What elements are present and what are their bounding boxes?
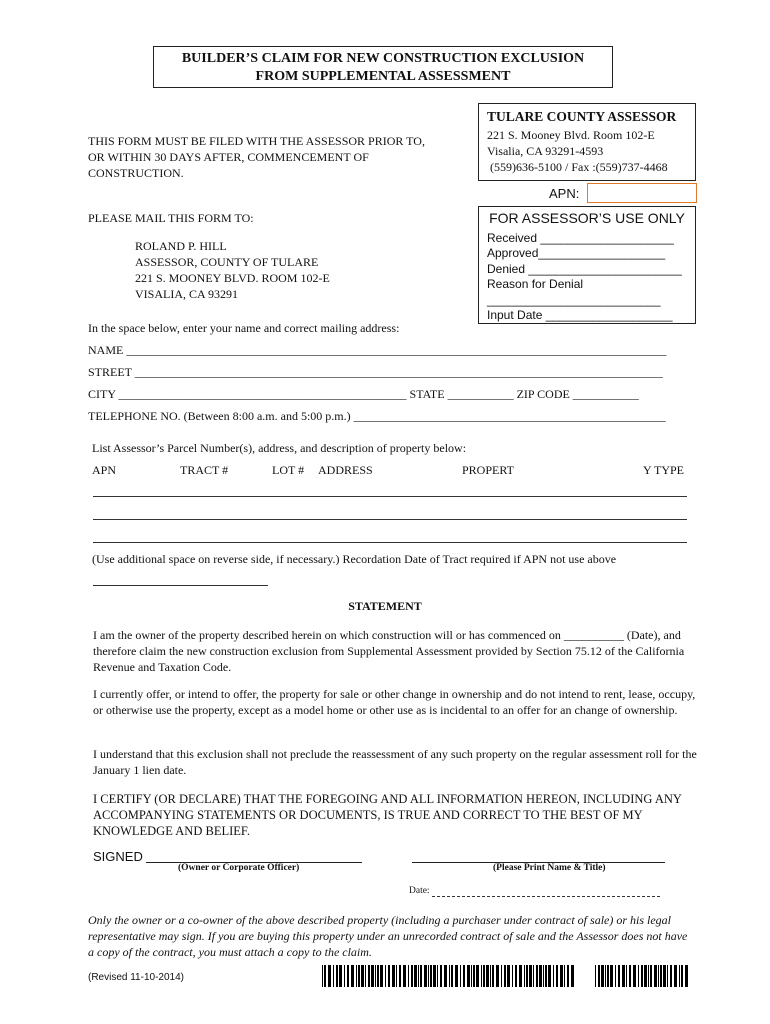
barcode-bar: [681, 965, 683, 987]
barcode-bar: [444, 965, 447, 987]
address-column-header: ADDRESS: [318, 463, 373, 477]
barcode-bar: [403, 965, 406, 987]
mail-address-line: VISALIA, CA 93291: [135, 287, 239, 301]
barcode-bar: [679, 965, 680, 987]
barcode-bar: [492, 965, 494, 987]
barcode-bar: [437, 965, 438, 987]
barcode-bar: [622, 965, 625, 987]
barcode-bar: [626, 965, 627, 987]
assessor-contact-box: [478, 103, 696, 181]
barcode-bar: [601, 965, 604, 987]
barcode-bar: [392, 965, 395, 987]
apn-column-header: APN: [92, 463, 117, 477]
date-line[interactable]: [432, 896, 660, 897]
barcode-bar: [638, 965, 639, 987]
additional-space-note: (Use additional space on reverse side, if necessary.) Recordation Date of Tract required if APN not use above: [92, 552, 617, 566]
barcode-bar: [501, 965, 502, 987]
barcode-bar: [553, 965, 554, 987]
barcode-bar: [449, 965, 450, 987]
barcode-bar: [351, 965, 354, 987]
mail-address-line: 221 S. MOONEY BLVD. ROOM 102-E: [135, 271, 330, 285]
barcode-bar: [533, 965, 534, 987]
barcode-icon: [595, 965, 690, 987]
barcode-bar: [564, 965, 565, 987]
barcode-bar: [365, 965, 366, 987]
barcode-bar: [460, 965, 461, 987]
apn-label: APN:: [549, 186, 580, 201]
barcode-bar: [380, 965, 383, 987]
barcode-bar: [328, 965, 331, 987]
apn-input[interactable]: [587, 183, 697, 203]
barcode-bar: [529, 965, 532, 987]
barcode-bar: [543, 965, 544, 987]
barcode-bar: [483, 965, 485, 987]
barcode-bar: [571, 965, 574, 987]
barcode-bar: [658, 965, 659, 987]
reason-for-denial-blank: __________________________: [487, 292, 661, 307]
barcode-bar: [685, 965, 688, 987]
barcode-bar: [467, 965, 470, 987]
barcode-bar: [539, 965, 542, 987]
barcode-bar: [633, 965, 636, 987]
form-title-box: [153, 46, 613, 88]
input-date-field: Input Date ___________________: [487, 308, 673, 322]
barcode-bar: [476, 965, 479, 987]
filing-deadline-notice: THIS FORM MUST BE FILED WITH THE ASSESSOR PRIOR TO, OR WITHIN 30 DAYS AFTER, COMMENCEMENT OF CONSTRUCTION.: [88, 134, 425, 180]
barcode-bar: [377, 965, 379, 987]
barcode-bar: [473, 965, 475, 987]
barcode-bar: [598, 965, 600, 987]
barcode-bar: [385, 965, 386, 987]
statement-paragraph-offer: I currently offer, or intend to offer, the property for sale or other change in ownership and do not intend to rent, lease, occupy, or otherwise use the property, except as a model home or other use as is incidental to an offer for an change of ownership.: [93, 687, 696, 717]
barcode-bar: [375, 965, 376, 987]
barcode-bar: [629, 965, 631, 987]
barcode-bar: [411, 965, 413, 987]
barcode-bar: [414, 965, 417, 987]
barcode-bar: [451, 965, 453, 987]
barcode-bar: [654, 965, 657, 987]
certification-statement: I CERTIFY (OR DECLARE) THAT THE FOREGOING AND ALL INFORMATION HEREON, INCLUDING ANY ACCOMPANYING STATEMENTS OR DOCUMENTS, IS TRUE AND CORRECT TO THE BEST OF MY KNOWLEDGE AND BELIEF.: [93, 792, 682, 838]
barcode-bar: [371, 965, 374, 987]
print-name-caption: (Please Print Name & Title): [493, 863, 606, 873]
barcode-bar: [607, 965, 609, 987]
barcode-bar: [595, 965, 596, 987]
street-field[interactable]: STREET ________________________________________________________________________________________: [88, 365, 663, 379]
barcode-bar: [545, 965, 547, 987]
parcel-list-label: List Assessor’s Parcel Number(s), address, and description of property below:: [92, 441, 467, 455]
denied-field: Denied _______________________: [487, 261, 682, 276]
barcode-bar: [396, 965, 397, 987]
received-field: Received ____________________: [487, 230, 674, 245]
barcode-bar: [567, 965, 569, 987]
barcode-bar: [322, 965, 323, 987]
barcode-bar: [610, 965, 613, 987]
date-label: Date:: [409, 886, 430, 896]
barcode-bar: [333, 965, 334, 987]
barcode-bar: [486, 965, 489, 987]
barcode-icon: [322, 965, 580, 987]
form-title-line1: BUILDER’S CLAIM FOR NEW CONSTRUCTION EXCLUSION: [181, 51, 585, 66]
statement-heading: STATEMENT: [348, 599, 422, 613]
barcode-bar: [650, 965, 652, 987]
barcode-bar: [471, 965, 472, 987]
barcode-bar: [526, 965, 528, 987]
statement-paragraph-reassessment: I understand that this exclusion shall not preclude the reassessment of any such property on the regular assessment roll for the January 1 lien date.: [93, 747, 697, 777]
barcode-bar: [356, 965, 357, 987]
assessor-name: TULARE COUNTY ASSESSOR: [487, 109, 677, 124]
barcode-bar: [428, 965, 429, 987]
revision-date: (Revised 11-10-2014): [88, 972, 184, 983]
barcode-bar: [507, 965, 510, 987]
barcode-bar: [556, 965, 558, 987]
barcode-bar: [481, 965, 482, 987]
telephone-field[interactable]: TELEPHONE NO. (Between 8:00 a.m. and 5:00 p.m.) ____________________________________________________: [88, 409, 666, 423]
property-column-header: PROPERT: [462, 463, 514, 477]
barcode-bar: [648, 965, 649, 987]
signed-label: SIGNED: [93, 849, 143, 864]
barcode-bar: [463, 965, 465, 987]
barcode-bar: [660, 965, 662, 987]
approved-field: Approved___________________: [487, 246, 666, 260]
mail-address-block: [135, 238, 330, 302]
property-type-column-header: Y TYPE: [643, 463, 685, 477]
name-field[interactable]: NAME __________________________________________________________________________________________: [88, 343, 667, 357]
barcode-bar: [496, 965, 499, 987]
barcode-bar: [670, 965, 672, 987]
barcode-bar: [519, 965, 522, 987]
barcode-bar: [361, 965, 364, 987]
mail-address-line: ROLAND P. HILL: [135, 239, 227, 253]
barcode-bar: [420, 965, 422, 987]
barcode-bar: [368, 965, 370, 987]
assessor-use-only-box: [478, 206, 696, 324]
mail-address-line: ASSESSOR, COUNTY OF TULARE: [135, 255, 319, 269]
barcode-bar: [324, 965, 326, 987]
statement-paragraph-owner: I am the owner of the property described herein on which construction will or has commenced on __________ (Date), and therefore claim the new construction exclusion from Supplemental Assessment provided by Section 75.12 of the California Revenue and Taxation Code.: [93, 628, 685, 674]
barcode-bar: [433, 965, 436, 987]
barcode-bar: [504, 965, 506, 987]
barcode-bar: [515, 965, 517, 987]
assessor-phone: (559)636-5100 / Fax :(559)737-4468: [487, 160, 668, 174]
barcode-bar: [344, 965, 345, 987]
assessor-city: Visalia, CA 93291-4593: [487, 144, 604, 158]
mail-form-label: PLEASE MAIL THIS FORM TO:: [88, 211, 254, 225]
form-title-line2: FROM SUPPLEMENTAL ASSESSMENT: [255, 69, 511, 84]
barcode-bar: [408, 965, 409, 987]
assessor-use-heading: FOR ASSESSOR’S USE ONLY: [489, 210, 685, 226]
barcode-bar: [512, 965, 513, 987]
barcode-bar: [524, 965, 525, 987]
barcode-bar: [667, 965, 668, 987]
recordation-date-line[interactable]: [93, 585, 268, 586]
barcode-bar: [430, 965, 432, 987]
barcode-bar: [615, 965, 616, 987]
barcode-bar: [347, 965, 349, 987]
barcode-bar: [418, 965, 419, 987]
barcode-bar: [605, 965, 606, 987]
barcode-bar: [455, 965, 458, 987]
reason-for-denial-label: Reason for Denial: [487, 277, 584, 291]
lot-column-header: LOT #: [272, 463, 305, 477]
barcode-bar: [560, 965, 563, 987]
barcode-bar: [336, 965, 338, 987]
barcode-bar: [536, 965, 538, 987]
barcode-bar: [618, 965, 620, 987]
barcode-bar: [641, 965, 643, 987]
tract-column-header: TRACT #: [180, 463, 229, 477]
barcode-bar: [440, 965, 442, 987]
parcel-entry-line[interactable]: [93, 496, 687, 497]
barcode-bar: [490, 965, 491, 987]
barcode-bar: [339, 965, 342, 987]
barcode-bar: [548, 965, 551, 987]
barcode-bar: [663, 965, 666, 987]
parcel-entry-line[interactable]: [93, 519, 687, 520]
city-state-zip-field[interactable]: CITY ________________________________________________ STATE ___________ ZIP CODE ___________: [88, 387, 639, 401]
barcode-bar: [358, 965, 360, 987]
barcode-bar: [424, 965, 427, 987]
owner-signature-notice: Only the owner or a co-owner of the above described property (including a purchaser under contract of sale) or his legal representative may sign. If you are buying this property under an unrecorded contract of sale and the Assessor does not have a copy of the contract, you must attach a copy to the claim.: [88, 913, 688, 959]
barcode-bar: [674, 965, 677, 987]
owner-caption: (Owner or Corporate Officer): [178, 863, 300, 873]
parcel-entry-line[interactable]: [93, 542, 687, 543]
barcode-bar: [388, 965, 390, 987]
assessor-street: 221 S. Mooney Blvd. Room 102-E: [487, 128, 655, 142]
barcode-bar: [644, 965, 647, 987]
mailing-address-instructions: In the space below, enter your name and correct mailing address:: [88, 321, 400, 335]
barcode-bar: [399, 965, 401, 987]
